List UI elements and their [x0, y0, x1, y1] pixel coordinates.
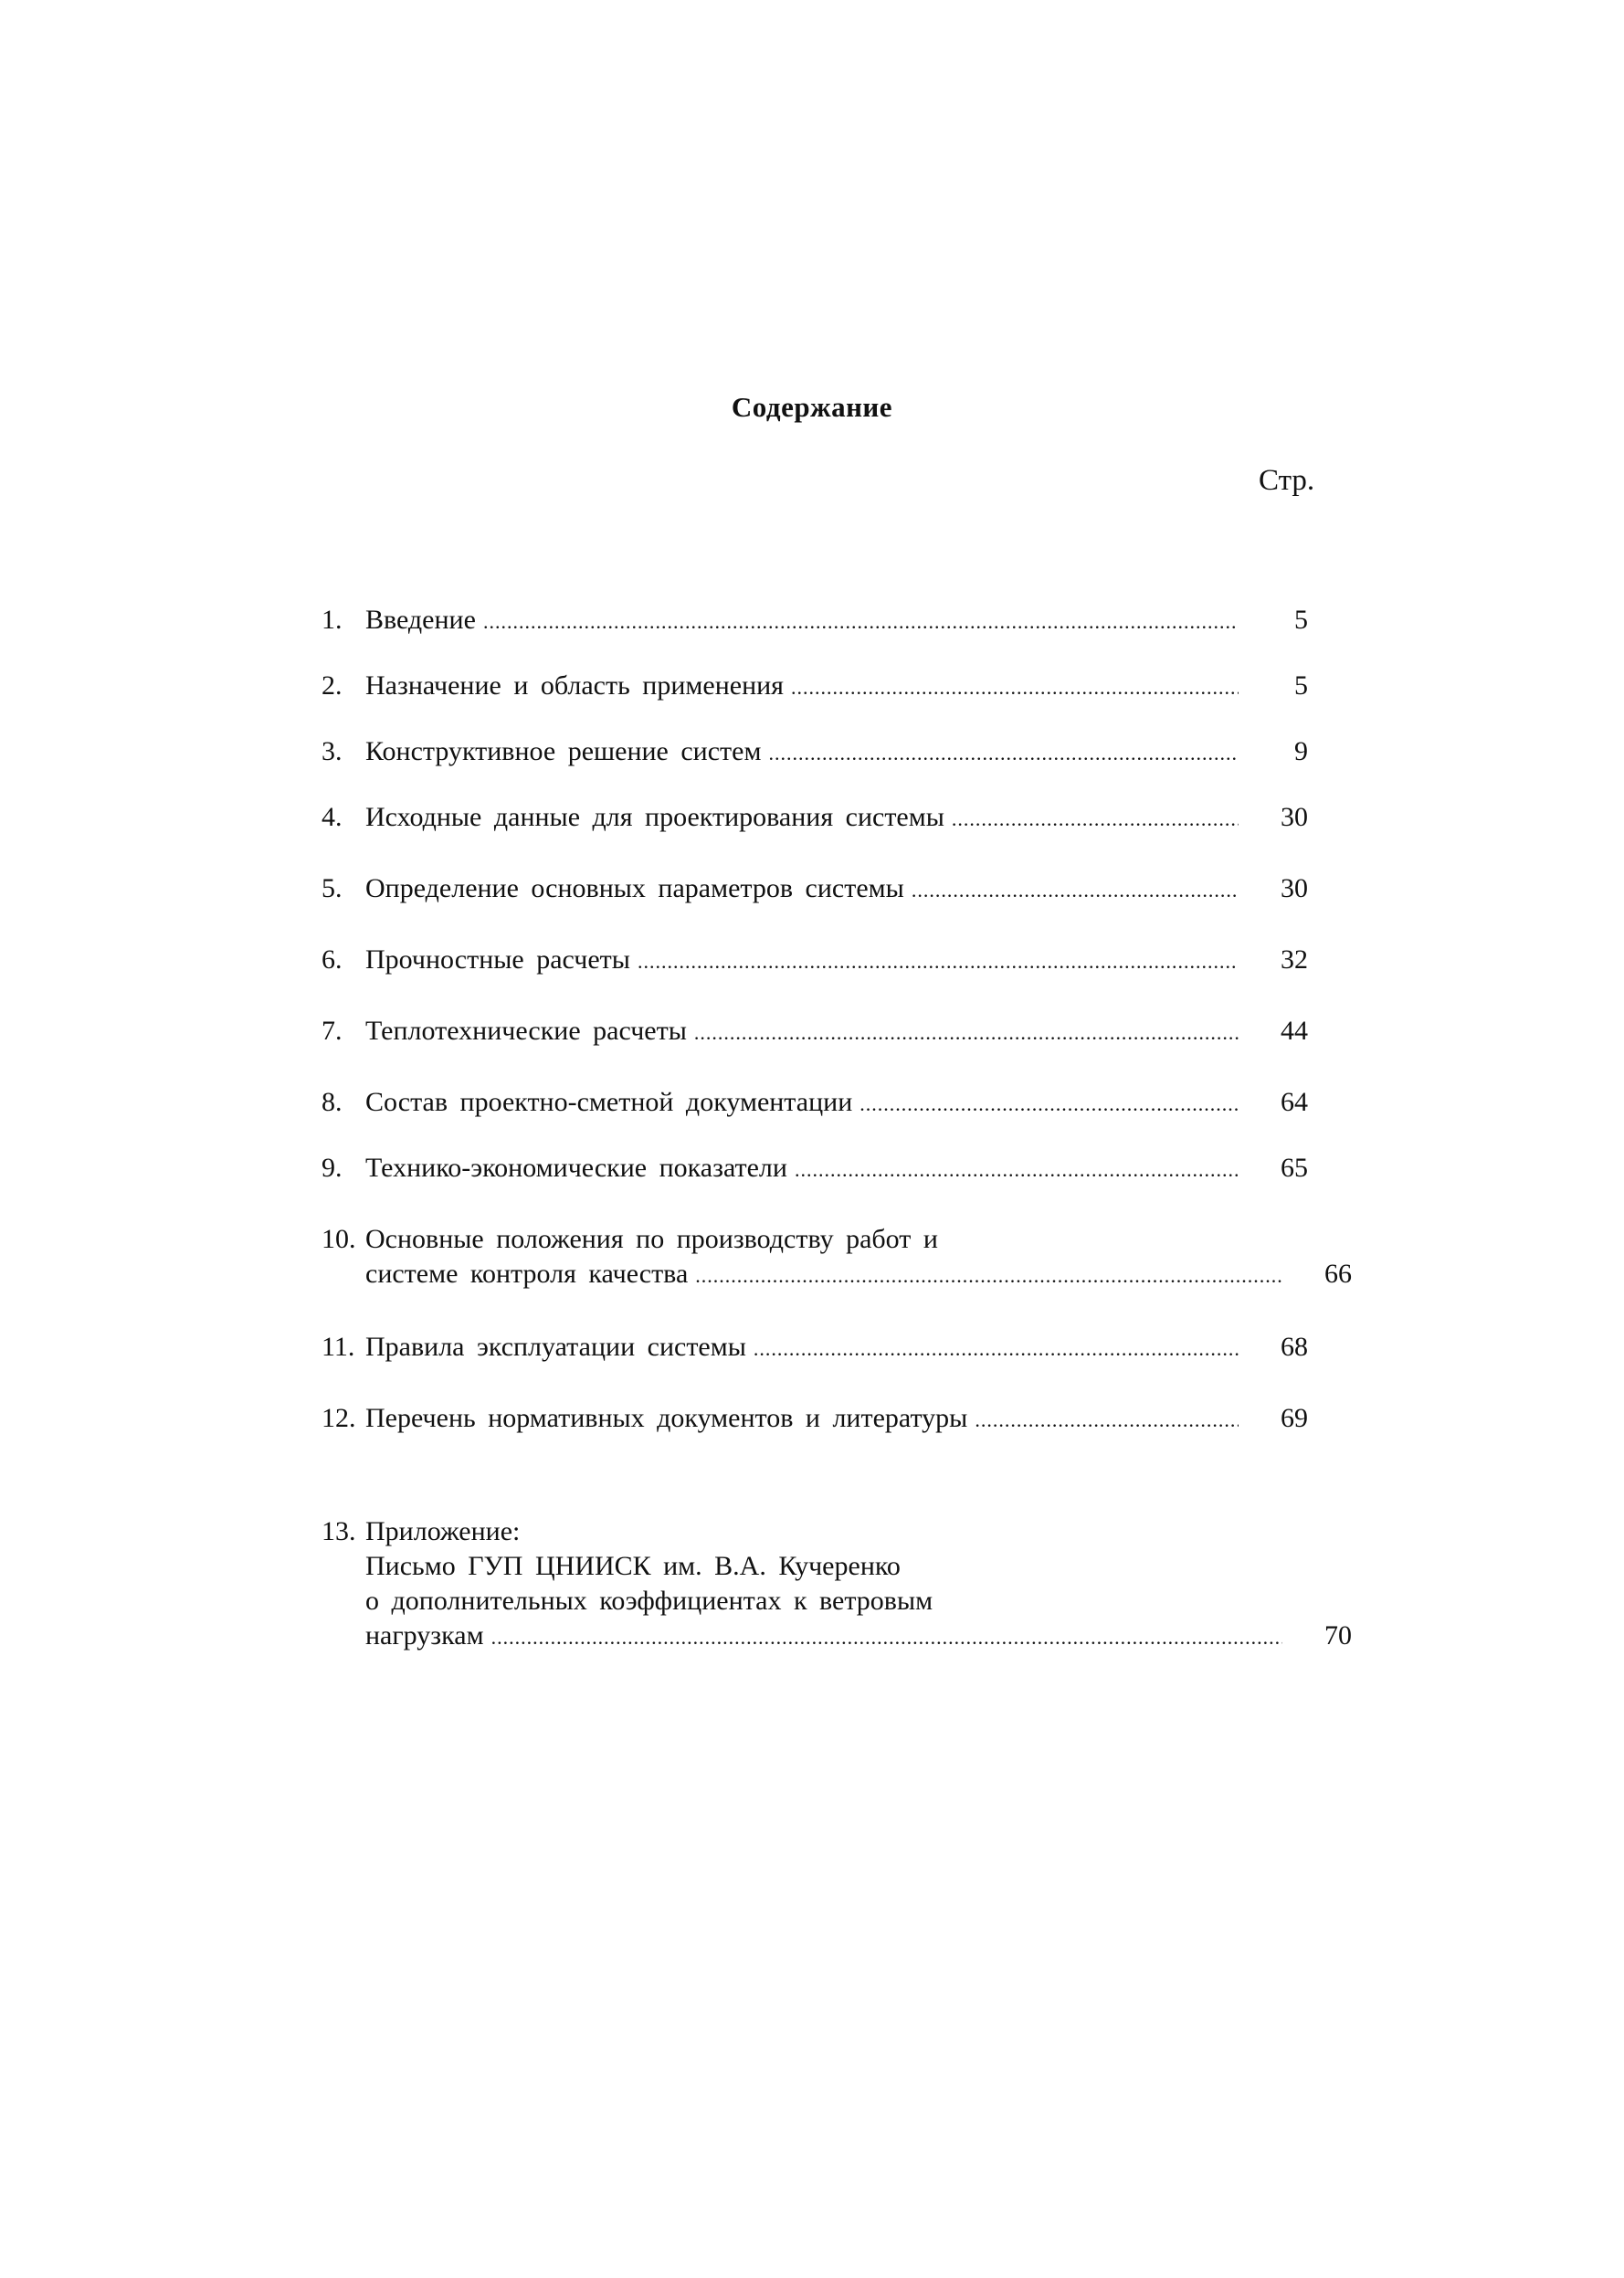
toc-entry-text-line2: системе контроля качества: [365, 1259, 689, 1289]
toc-entry-text: Правила эксплуатации системы: [365, 1332, 746, 1362]
toc-entry-text: Перечень нормативных документов и литературы: [365, 1403, 968, 1433]
toc-entry-text-line4: нагрузкам: [365, 1620, 484, 1650]
dot-leader: [694, 1016, 1239, 1050]
dot-leader: [768, 736, 1239, 771]
toc-entry-number: 4.: [322, 802, 343, 832]
dot-leader: [791, 670, 1239, 705]
toc-entry-page: 44: [1281, 1016, 1308, 1046]
toc-entry-text: Введение: [365, 605, 476, 635]
page-column-label: Стр.: [1259, 464, 1315, 497]
toc-entry-text-line1: Приложение:: [365, 1516, 521, 1546]
toc-entry-7[interactable]: [322, 1014, 1308, 1050]
toc-entry-number: 8.: [322, 1087, 343, 1117]
dot-leader: [483, 605, 1239, 639]
toc-entry-number: 2.: [322, 670, 343, 701]
toc-entry-6[interactable]: [322, 943, 1308, 979]
dot-leader: [491, 1620, 1282, 1655]
toc-entry-12[interactable]: [322, 1401, 1308, 1438]
dot-leader: [952, 802, 1239, 837]
dot-leader: [859, 1087, 1239, 1122]
toc-entry-number: 3.: [322, 736, 343, 766]
toc-entry-text-line1: Основные положения по производству работ и: [365, 1224, 938, 1254]
toc-entry-2[interactable]: [322, 669, 1308, 705]
toc-entry-text: Определение основных параметров системы: [365, 873, 904, 903]
toc-entry-page: 70: [1324, 1620, 1352, 1650]
toc-entry-5[interactable]: [322, 871, 1308, 908]
dot-leader: [912, 873, 1239, 908]
toc-entry-text-line2: Письмо ГУП ЦНИИСК им. В.А. Кучеренко: [365, 1551, 901, 1581]
toc-entry-number: 12.: [322, 1403, 356, 1433]
toc-entry-number: 7.: [322, 1016, 343, 1046]
toc-entry-page: 5: [1294, 605, 1308, 635]
toc-entry-page: 65: [1281, 1153, 1308, 1183]
toc-entry-text: Технико-экономические показатели: [365, 1153, 787, 1183]
toc-entry-text-line3: о дополнительных коэффициентах к ветровым: [365, 1586, 933, 1616]
toc-entry-page: 69: [1281, 1403, 1308, 1433]
toc-entry-page: 32: [1281, 944, 1308, 975]
toc-entry-13[interactable]: [322, 1514, 1352, 1655]
toc-entry-number: 13.: [322, 1516, 356, 1546]
toc-entry-page: 64: [1281, 1087, 1308, 1117]
toc-entry-11[interactable]: [322, 1330, 1308, 1366]
toc-entry-page: 68: [1281, 1332, 1308, 1362]
toc-title: Содержание: [731, 391, 893, 423]
toc-entry-page: 5: [1294, 670, 1308, 701]
toc-entry-1[interactable]: [322, 603, 1308, 639]
toc-entry-text: Теплотехнические расчеты: [365, 1016, 687, 1046]
toc-entry-page: 9: [1294, 736, 1308, 766]
dot-leader: [795, 1153, 1239, 1187]
toc-entry-8[interactable]: [322, 1085, 1308, 1122]
toc-entry-4[interactable]: [322, 800, 1308, 837]
toc-entry-text: Конструктивное решение систем: [365, 736, 762, 766]
toc-entry-number: 10.: [322, 1224, 356, 1254]
toc-entry-3[interactable]: [322, 734, 1308, 771]
toc-entry-page: 30: [1281, 802, 1308, 832]
dot-leader: [695, 1259, 1282, 1293]
dot-leader: [754, 1332, 1239, 1366]
toc-entry-number: 9.: [322, 1153, 343, 1183]
toc-entry-page: 30: [1281, 873, 1308, 903]
dot-leader: [638, 944, 1239, 979]
toc-entry-9[interactable]: [322, 1151, 1308, 1187]
toc-entry-page: 66: [1324, 1259, 1352, 1289]
toc-entry-number: 1.: [322, 605, 343, 635]
toc-entry-text: Назначение и область применения: [365, 670, 784, 701]
toc-entry-number: 6.: [322, 944, 343, 975]
toc-entry-text: Исходные данные для проектирования системы: [365, 802, 944, 832]
toc-entry-number: 5.: [322, 873, 343, 903]
toc-entry-number: 11.: [322, 1332, 355, 1362]
toc-entry-10[interactable]: [322, 1222, 1352, 1293]
dot-leader: [975, 1403, 1239, 1438]
toc-entry-text: Прочностные расчеты: [365, 944, 630, 975]
toc-entry-text: Состав проектно-сметной документации: [365, 1087, 853, 1117]
